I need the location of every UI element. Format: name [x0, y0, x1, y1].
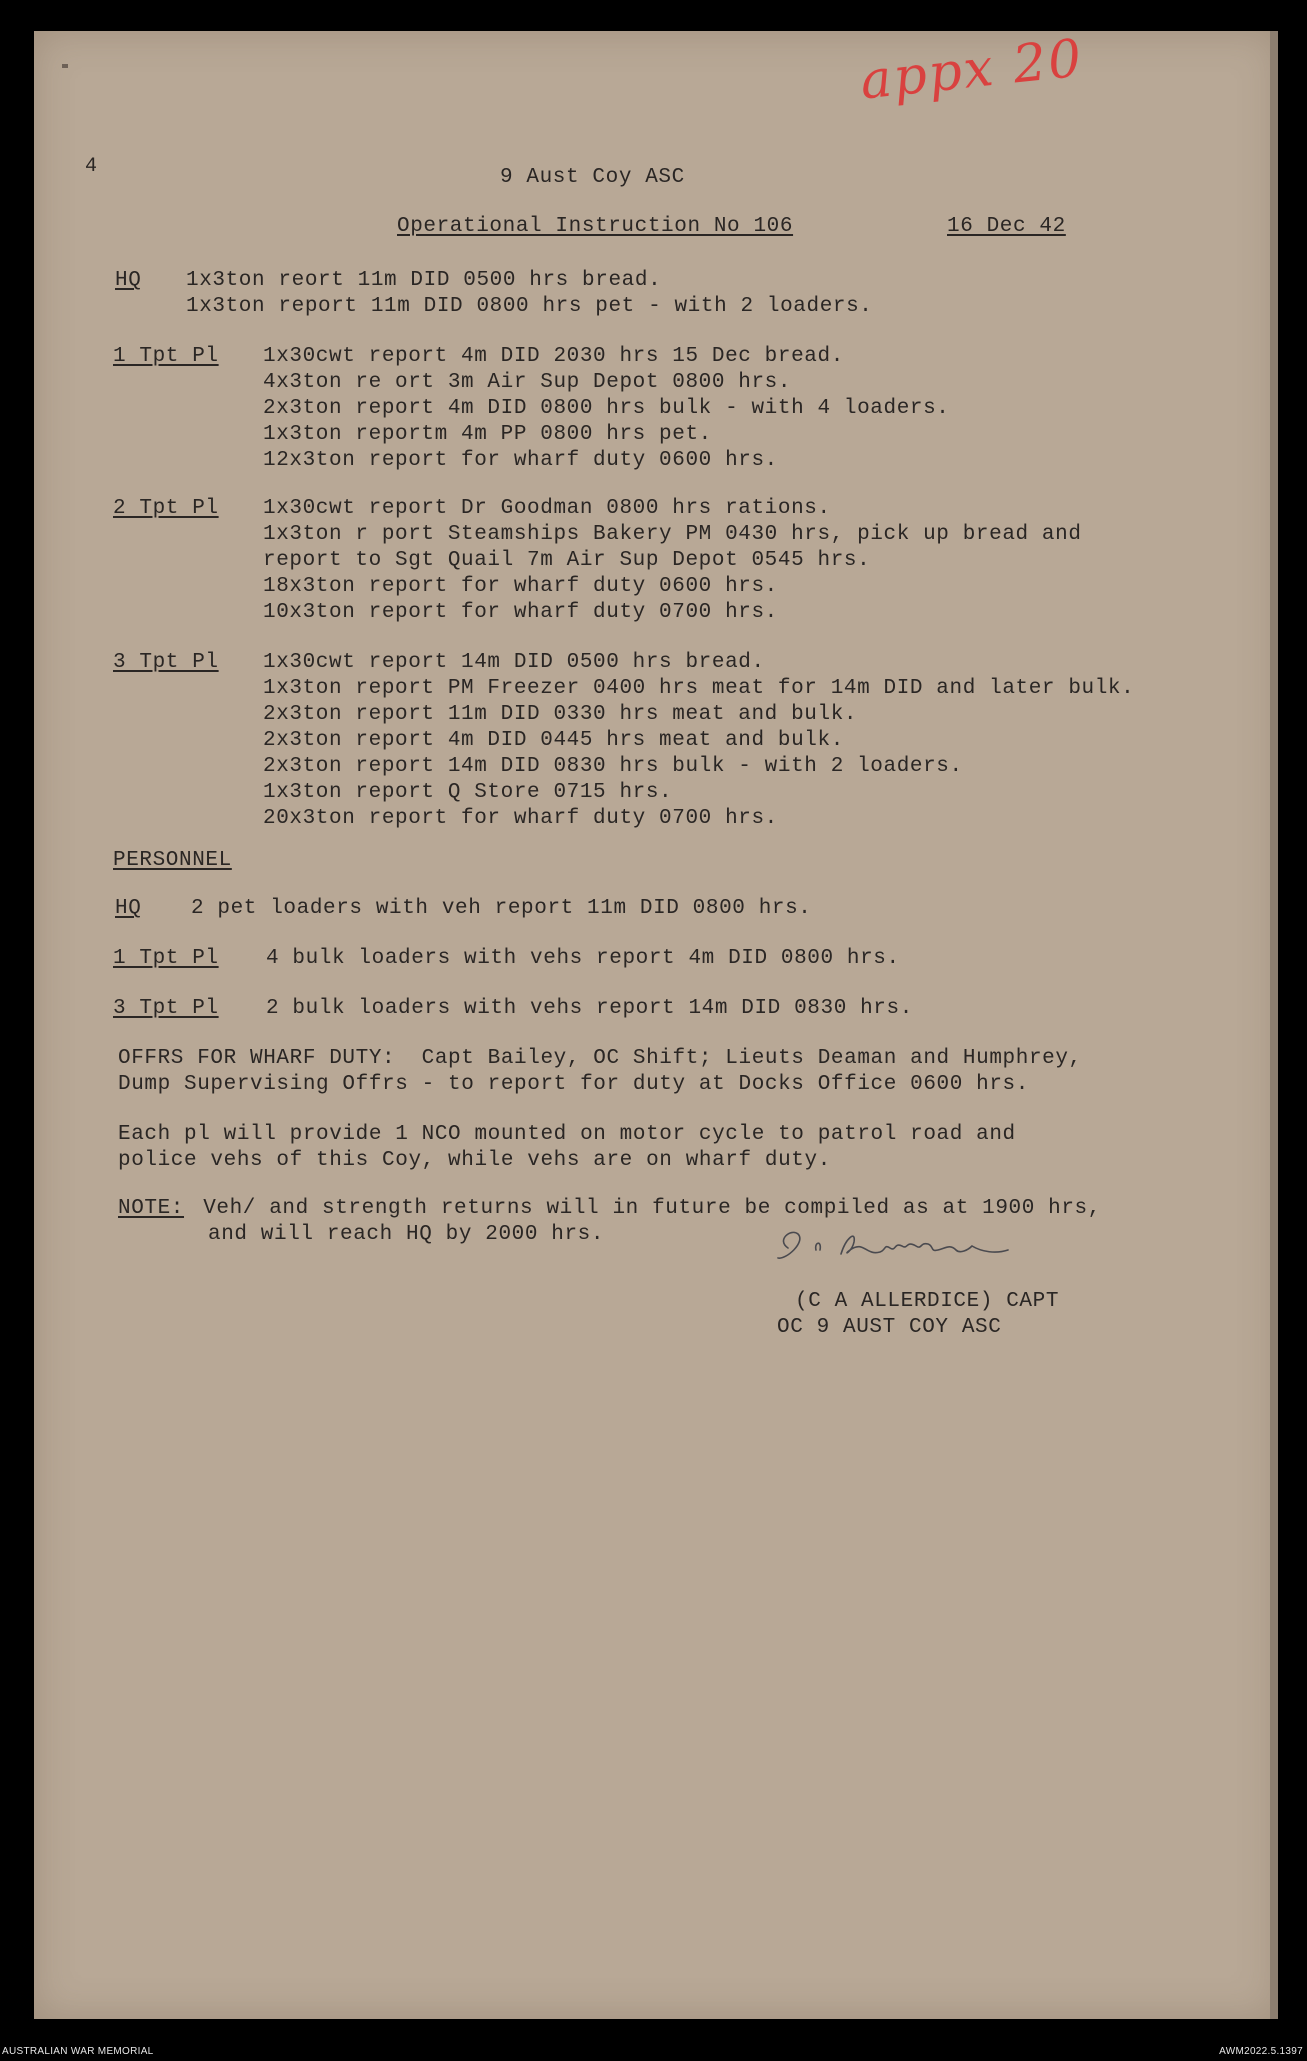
document-page — [34, 31, 1278, 2019]
section-line: 1x3ton report PM Freezer 0400 hrs meat for 14m DID and later bulk. — [263, 677, 1135, 700]
appendix-annotation: appx 20 — [857, 28, 1087, 112]
section-label-2-tpt-pl: 2 Tpt Pl — [113, 497, 219, 520]
instruction-title: Operational Instruction No 106 — [397, 215, 794, 238]
section-line: 2x3ton report 11m DID 0330 hrs meat and bulk. — [263, 703, 858, 726]
personnel-label: HQ — [115, 897, 142, 920]
section-label-3-tpt-pl: 3 Tpt Pl — [113, 651, 219, 674]
offrs-line: OFFRS FOR WHARF DUTY: Capt Bailey, OC Shift; Lieuts Deaman and Humphrey, — [118, 1047, 1082, 1070]
section-line: 1x3ton reort 11m DID 0500 hrs bread. — [186, 269, 662, 292]
handwritten-signature — [746, 1220, 1066, 1270]
personnel-label: 3 Tpt Pl — [113, 997, 219, 1020]
patrol-line: police vehs of this Coy, while vehs are on wharf duty. — [118, 1149, 831, 1172]
personnel-text: 2 bulk loaders with vehs report 14m DID 0830 hrs. — [266, 997, 913, 1020]
section-label-hq: HQ — [115, 269, 142, 292]
signatory-name: (C A ALLERDICE) CAPT — [795, 1290, 1060, 1313]
personnel-text: 2 pet loaders with veh report 11m DID 0800 hrs. — [191, 897, 812, 920]
note-label: NOTE: — [118, 1197, 185, 1220]
personnel-text: 4 bulk loaders with vehs report 4m DID 0800 hrs. — [266, 947, 900, 970]
patrol-line: Each pl will provide 1 NCO mounted on motor cycle to patrol road and — [118, 1123, 1016, 1146]
section-line: 1x30cwt report 14m DID 0500 hrs bread. — [263, 651, 765, 674]
section-line: report to Sgt Quail 7m Air Sup Depot 0545 hrs. — [263, 549, 871, 572]
note-line: and will reach HQ by 2000 hrs. — [208, 1223, 605, 1246]
section-line: 1x30cwt report 4m DID 2030 hrs 15 Dec bread. — [263, 345, 844, 368]
section-line: 2x3ton report 14m DID 0830 hrs bulk - with 2 loaders. — [263, 755, 963, 778]
ink-mark — [62, 64, 68, 68]
section-line: 10x3ton report for wharf duty 0700 hrs. — [263, 601, 778, 624]
section-line: 1x3ton report 11m DID 0800 hrs pet - with 2 loaders. — [186, 295, 873, 318]
side-mark: 4 — [85, 155, 98, 178]
section-line: 4x3ton re ort 3m Air Sup Depot 0800 hrs. — [263, 371, 792, 394]
page-edge — [1270, 31, 1278, 2019]
footer-archive: AUSTRALIAN WAR MEMORIAL — [2, 2046, 154, 2057]
personnel-label: 1 Tpt Pl — [113, 947, 219, 970]
section-line: 1x3ton report Q Store 0715 hrs. — [263, 781, 673, 804]
section-label-1-tpt-pl: 1 Tpt Pl — [113, 345, 219, 368]
section-line: 2x3ton report 4m DID 0800 hrs bulk - with 4 loaders. — [263, 397, 950, 420]
section-line: 1x3ton reportm 4m PP 0800 hrs pet. — [263, 423, 712, 446]
instruction-date: 16 Dec 42 — [947, 215, 1066, 238]
section-line: 12x3ton report for wharf duty 0600 hrs. — [263, 449, 778, 472]
offrs-line: Dump Supervising Offrs - to report for duty at Docks Office 0600 hrs. — [118, 1073, 1029, 1096]
personnel-heading: PERSONNEL — [113, 849, 232, 872]
section-line: 1x3ton r port Steamships Bakery PM 0430 hrs, pick up bread and — [263, 523, 1082, 546]
section-line: 2x3ton report 4m DID 0445 hrs meat and bulk. — [263, 729, 844, 752]
signatory-title: OC 9 AUST COY ASC — [777, 1316, 1002, 1339]
section-line: 20x3ton report for wharf duty 0700 hrs. — [263, 807, 778, 830]
section-line: 1x30cwt report Dr Goodman 0800 hrs rations. — [263, 497, 831, 520]
footer-accession: AWM2022.5.1397 — [1219, 2046, 1303, 2057]
section-line: 18x3ton report for wharf duty 0600 hrs. — [263, 575, 778, 598]
unit-heading: 9 Aust Coy ASC — [500, 166, 685, 189]
note-line: Veh/ and strength returns will in future be compiled as at 1900 hrs, — [190, 1197, 1101, 1220]
